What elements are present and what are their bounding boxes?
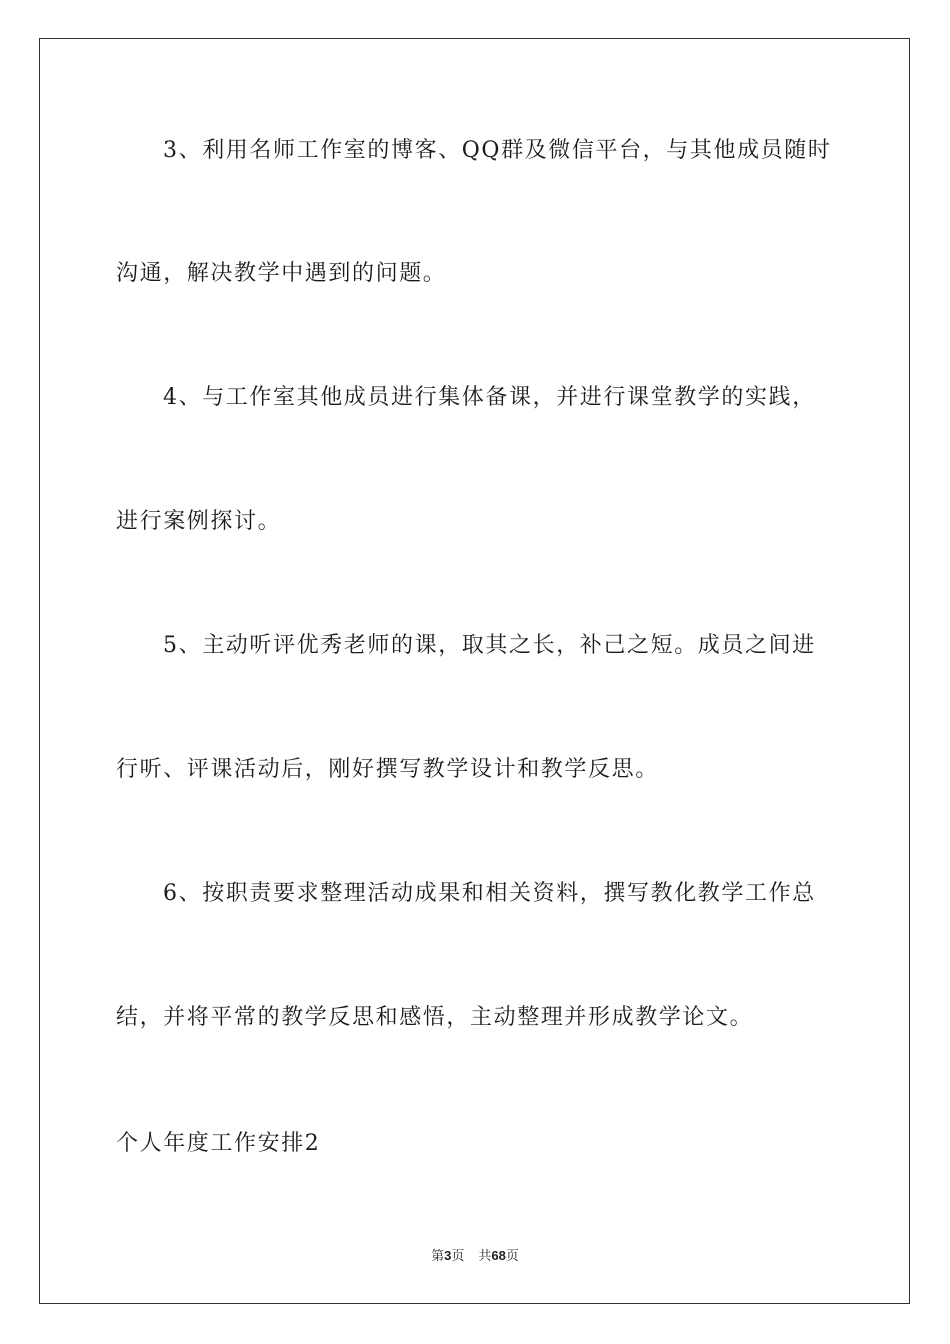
paragraph-4-line-1: 4、与工作室其他成员进行集体备课，并进行课堂教学的实践， bbox=[163, 385, 816, 410]
page-prefix: 第 bbox=[431, 1249, 445, 1264]
page-footer bbox=[0, 1247, 950, 1266]
paragraph-4-line-2: 进行案例探讨。 bbox=[116, 509, 282, 534]
total-pages: 68 bbox=[491, 1248, 506, 1263]
paragraph-5-line-1: 5、主动听评优秀老师的课，取其之长，补己之短。成员之间进 bbox=[163, 633, 816, 658]
page-border bbox=[39, 38, 910, 1304]
paragraph-3-line-1: 3、利用名师工作室的博客、QQ群及微信平台，与其他成员随时 bbox=[163, 138, 832, 163]
page-suffix: 页 bbox=[451, 1249, 465, 1264]
page-number: 3 bbox=[444, 1248, 452, 1263]
paragraph-6-line-2: 结，并将平常的教学反思和感悟，主动整理并形成教学论文。 bbox=[116, 1005, 754, 1030]
section-heading: 个人年度工作安排2 bbox=[116, 1131, 321, 1156]
total-suffix: 页 bbox=[505, 1249, 519, 1264]
paragraph-6-line-1: 6、按职责要求整理活动成果和相关资料，撰写教化教学工作总 bbox=[163, 881, 816, 906]
paragraph-5-line-2: 行听、评课活动后，刚好撰写教学设计和教学反思。 bbox=[116, 757, 659, 782]
paragraph-3-line-2: 沟通，解决教学中遇到的问题。 bbox=[116, 261, 447, 286]
total-prefix: 共 bbox=[478, 1249, 492, 1264]
